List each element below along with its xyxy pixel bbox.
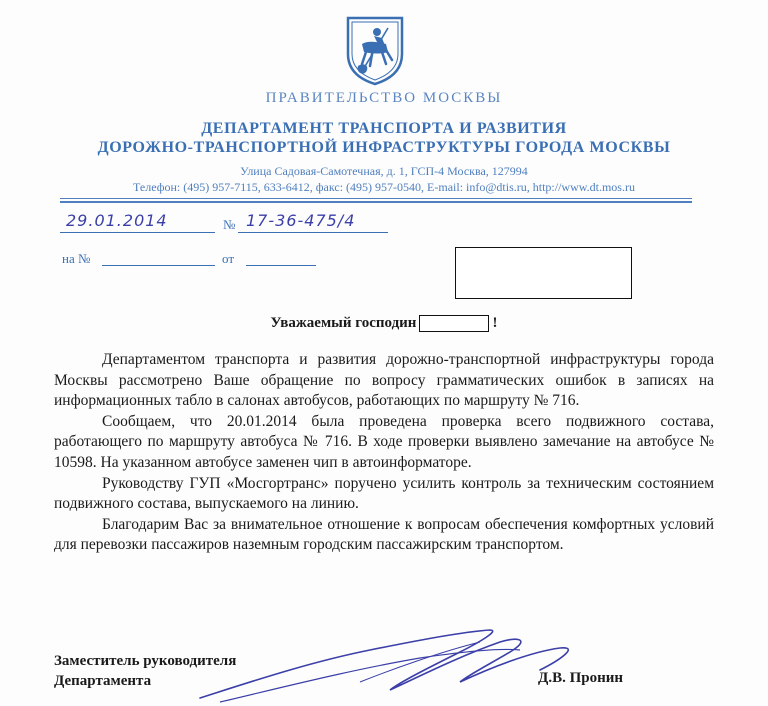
greeting-suffix: ! xyxy=(492,315,498,331)
reference-date-underline xyxy=(246,265,316,266)
government-title: ПРАВИТЕЛЬСТВО МОСКВЫ xyxy=(265,90,503,106)
signatory-name: Д.В. Пронин xyxy=(538,670,624,686)
redacted-name-box xyxy=(419,315,489,332)
department-title-line1: ДЕПАРТАМЕНТ ТРАНСПОРТА И РАЗВИТИЯ xyxy=(201,120,567,137)
letter-body xyxy=(54,350,714,556)
signatory-position xyxy=(54,651,236,691)
reference-from-label: от xyxy=(222,251,235,266)
paragraph-2: Сообщаем, что 20.01.2014 была проведена проверка всего подвижного состава, работающего по маршруту автобуса № 716. В ходе проверки выявлено замечание на автобусе № 10598. На указанном автобусе заменен чип в автоинформаторе. xyxy=(54,412,714,471)
signatory-position-line2: Департамента xyxy=(54,673,152,689)
paragraph-3: Руководству ГУП «Мосгортранс» поручено усилить контроль за техническим состоянием подвижного состава, выпускаемого на линию. xyxy=(54,474,714,513)
signatory-position-line1: Заместитель руководителя xyxy=(54,653,237,669)
greeting xyxy=(0,315,768,332)
outgoing-number: 17-36-475/4 xyxy=(246,211,356,230)
paragraph-1: Департаментом транспорта и развития дорожно-транспортной инфраструктуры города Москвы рассмотрено Ваше обращение по вопросу грамматических ошибок в записях на информационных табло в салонах автобусов, работающих по маршруту № 716. xyxy=(54,351,714,410)
department-title-line2: ДОРОЖНО-ТРАНСПОРТНОЙ ИНФРАСТРУКТУРЫ ГОРОДА МОСКВЫ xyxy=(97,139,671,156)
number-label: № xyxy=(223,217,236,232)
date-underline xyxy=(60,232,215,233)
department-contacts: Телефон: (495) 957-7115, 633-6412, факс: (495) 957-0540, E-mail: info@dtis.ru, http://www.dt.mos.ru xyxy=(133,180,635,194)
moscow-coat-of-arms-icon xyxy=(344,14,406,86)
letterhead-divider xyxy=(60,198,692,199)
reference-underline xyxy=(102,265,215,266)
paragraph-4: Благодарим Вас за внимательное отношение к вопросам обеспечения комфортных условий для перевозки пассажиров наземным городским пассажирским транспортом. xyxy=(54,515,714,554)
redacted-addressee-box xyxy=(455,247,632,299)
reference-label: на № xyxy=(62,251,91,266)
number-underline xyxy=(238,232,388,233)
department-address: Улица Садовая-Самотечная, д. 1, ГСП-4 Москва, 127994 xyxy=(240,164,528,178)
greeting-prefix: Уважаемый господин xyxy=(270,315,417,331)
outgoing-date: 29.01.2014 xyxy=(66,211,168,230)
letterhead-divider-thick xyxy=(60,201,692,203)
